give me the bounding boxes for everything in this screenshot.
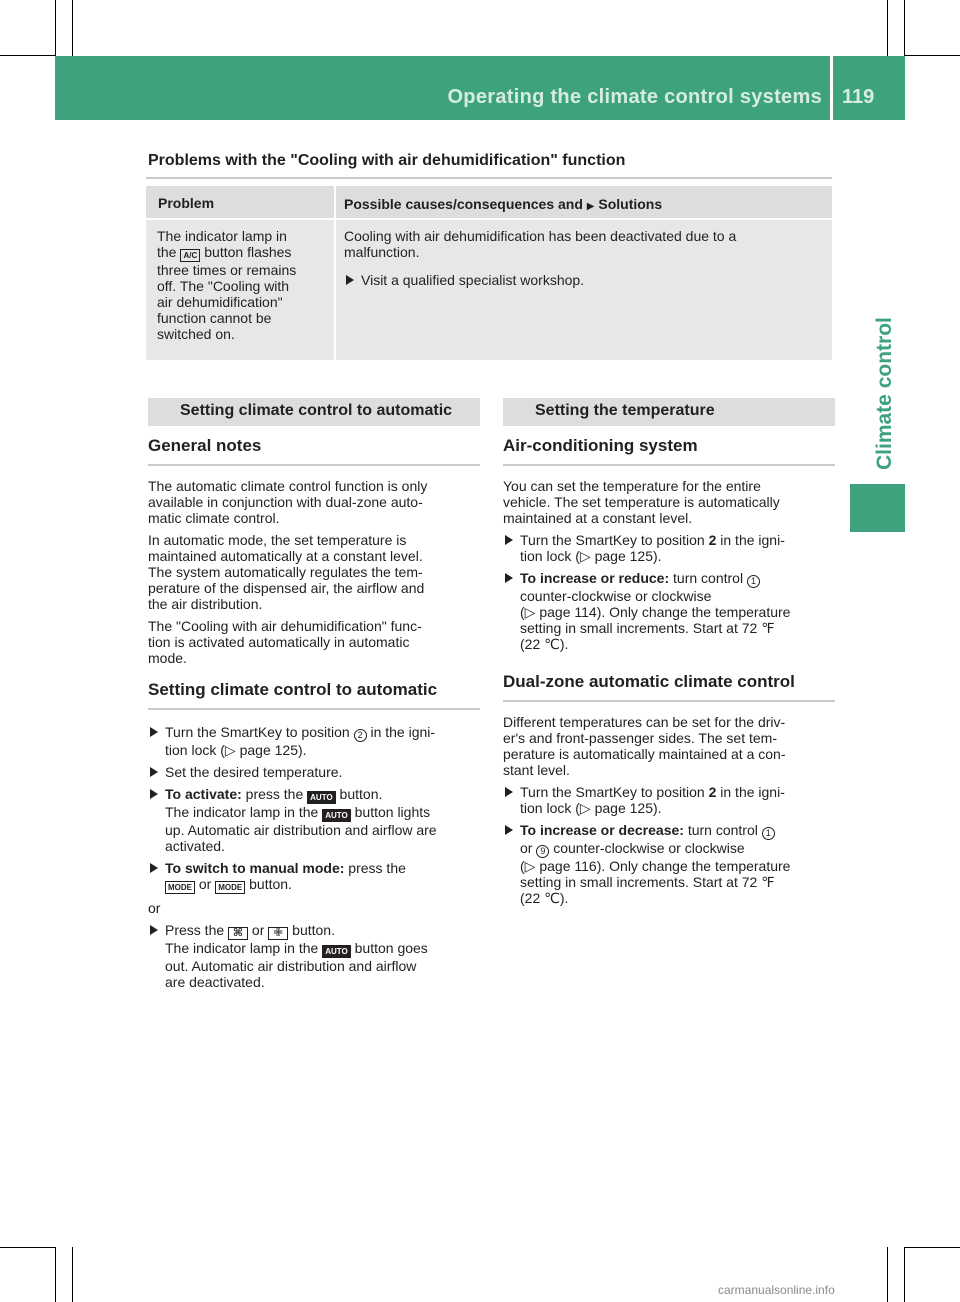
divider [146, 177, 832, 179]
problem-description: The indicator lamp in the A/C button flashes three times or remains off. The "Cooling with air dehumidification" function cannot be switched on. [157, 228, 297, 342]
page-ref-icon: ▷ [224, 742, 236, 758]
crop-mark [55, 0, 56, 56]
arrow-icon [505, 825, 513, 835]
problems-title: Problems with the "Cooling with air dehumidification" function [148, 152, 626, 169]
control-1-icon: 1 [762, 827, 775, 840]
table-cell [336, 220, 832, 360]
arrow-icon: ▶ [586, 201, 595, 212]
heading-air-conditioning: Air-conditioning system [503, 436, 698, 455]
heading-dual-zone: Dual-zone automatic climate control [503, 672, 795, 691]
crop-mark [55, 1247, 56, 1302]
side-tab-block [850, 484, 905, 532]
crop-mark [905, 1247, 960, 1248]
crop-mark [0, 1247, 55, 1248]
crop-mark [904, 1247, 905, 1302]
ac-button-icon: A/C [180, 249, 200, 262]
list-item: To activate: press the AUTO button. The indicator lamp in the AUTO button lights up. Automatic air distribution and airflow are activated. [148, 786, 480, 854]
arrow-icon [505, 787, 513, 797]
list-item: To increase or reduce: turn control 1 counter-clockwise or clockwise (▷ page 114). Only change the temperature setting in small increments. Start at 72 ℉ (22 ℃). [503, 570, 835, 652]
page-ref-icon: ▷ [579, 548, 591, 564]
table-header-cell [336, 186, 832, 218]
problems-table [146, 186, 832, 360]
page-ref-icon: ▷ [524, 604, 536, 620]
position-2-icon: 2 [354, 729, 367, 742]
paragraph: In automatic mode, the set temperature is maintained automatically at a constant level. The system automatically regulates the tem- perature of the dispensed air, the airflow and the air distribution. [148, 532, 425, 612]
control-1-icon: 1 [747, 575, 760, 588]
heading-general-notes: General notes [148, 436, 262, 455]
table-cell [146, 220, 334, 360]
heading-setting-automatic: Setting climate control to automatic [148, 680, 438, 699]
column-header-problem: Problem [158, 195, 215, 211]
control-9-icon: 9 [536, 845, 549, 858]
auto-button-icon: AUTO [307, 791, 336, 804]
arrow-icon [150, 727, 158, 737]
paragraph: The "Cooling with air dehumidification" func- tion is activated automatically in automatic mode. [148, 618, 422, 666]
arrow-icon [150, 863, 158, 873]
solution-step: Visit a qualified specialist workshop. [344, 272, 824, 288]
divider [148, 708, 480, 710]
divider [503, 464, 835, 466]
header-title: Operating the climate control systems [447, 86, 822, 108]
auto-button-icon: AUTO [322, 945, 351, 958]
fan-increase-button-icon: ⌘ [228, 927, 248, 940]
arrow-icon [346, 275, 354, 285]
crop-mark [72, 1247, 73, 1302]
cause-text: Cooling with air dehumidification has been deactivated due to a malfunction. [344, 228, 737, 260]
crop-mark [72, 0, 73, 56]
arrow-icon [505, 535, 513, 545]
side-tab-label: Climate control [873, 317, 896, 470]
page-number: 119 [842, 86, 875, 108]
list-item: To increase or decrease: turn control 1 or 9 counter-clockwise or clockwise (▷ page 116). Only change the temperature setting in small increments. Start at 72 ℉ (22 ℃). [503, 822, 835, 906]
section-title: Setting the temperature [503, 398, 835, 426]
watermark-text: carmanualsonline.info [718, 1283, 835, 1297]
arrow-icon [150, 925, 158, 935]
auto-button-icon: AUTO [322, 809, 351, 822]
divider [148, 464, 480, 466]
header-separator [830, 56, 833, 120]
list-item: Turn the SmartKey to position 2 in the igni- tion lock (▷ page 125). [503, 532, 835, 564]
crop-mark [0, 55, 55, 56]
list-item: Set the desired temperature. [148, 764, 480, 780]
list-item: Press the ⌘ or ✙ button. The indicator lamp in the AUTO button goes out. Automatic air distribution and airflow are deactivated. [148, 922, 480, 990]
paragraph: Different temperatures can be set for the driv- er's and front-passenger sides. The set tem- perature is automatically maintained at a con- stant level. [503, 714, 786, 778]
paragraph: You can set the temperature for the entire vehicle. The set temperature is automatically maintained at a constant level. [503, 478, 780, 526]
paragraph: The automatic climate control function is only available in conjunction with dual-zone auto- matic climate control. [148, 478, 428, 526]
mode-down-button-icon: MODE [215, 881, 245, 894]
left-column [148, 398, 480, 990]
page-ref-icon: ▷ [524, 858, 536, 874]
crop-mark [904, 0, 905, 56]
arrow-icon [505, 573, 513, 583]
table-header-cell [146, 186, 334, 218]
list-item: Turn the SmartKey to position 2 in the igni- tion lock (▷ page 125). [503, 784, 835, 816]
mode-up-button-icon: MODE [165, 881, 195, 894]
crop-mark [905, 55, 960, 56]
crop-mark [887, 1247, 888, 1302]
page-ref-icon: ▷ [579, 800, 591, 816]
list-item: To switch to manual mode: press the MODE or MODE button. [148, 860, 480, 894]
arrow-icon [150, 767, 158, 777]
fan-decrease-button-icon: ✙ [268, 927, 288, 940]
divider [503, 700, 835, 702]
right-column [503, 398, 835, 906]
list-item: Turn the SmartKey to position 2 in the igni- tion lock (▷ page 125). [148, 724, 480, 758]
section-title: Setting climate control to automatic [148, 398, 480, 426]
arrow-icon [150, 789, 158, 799]
crop-mark [887, 0, 888, 56]
column-header-solutions: Possible causes/consequences and ▶ Solutions [344, 196, 663, 212]
or-text: or [148, 900, 161, 916]
